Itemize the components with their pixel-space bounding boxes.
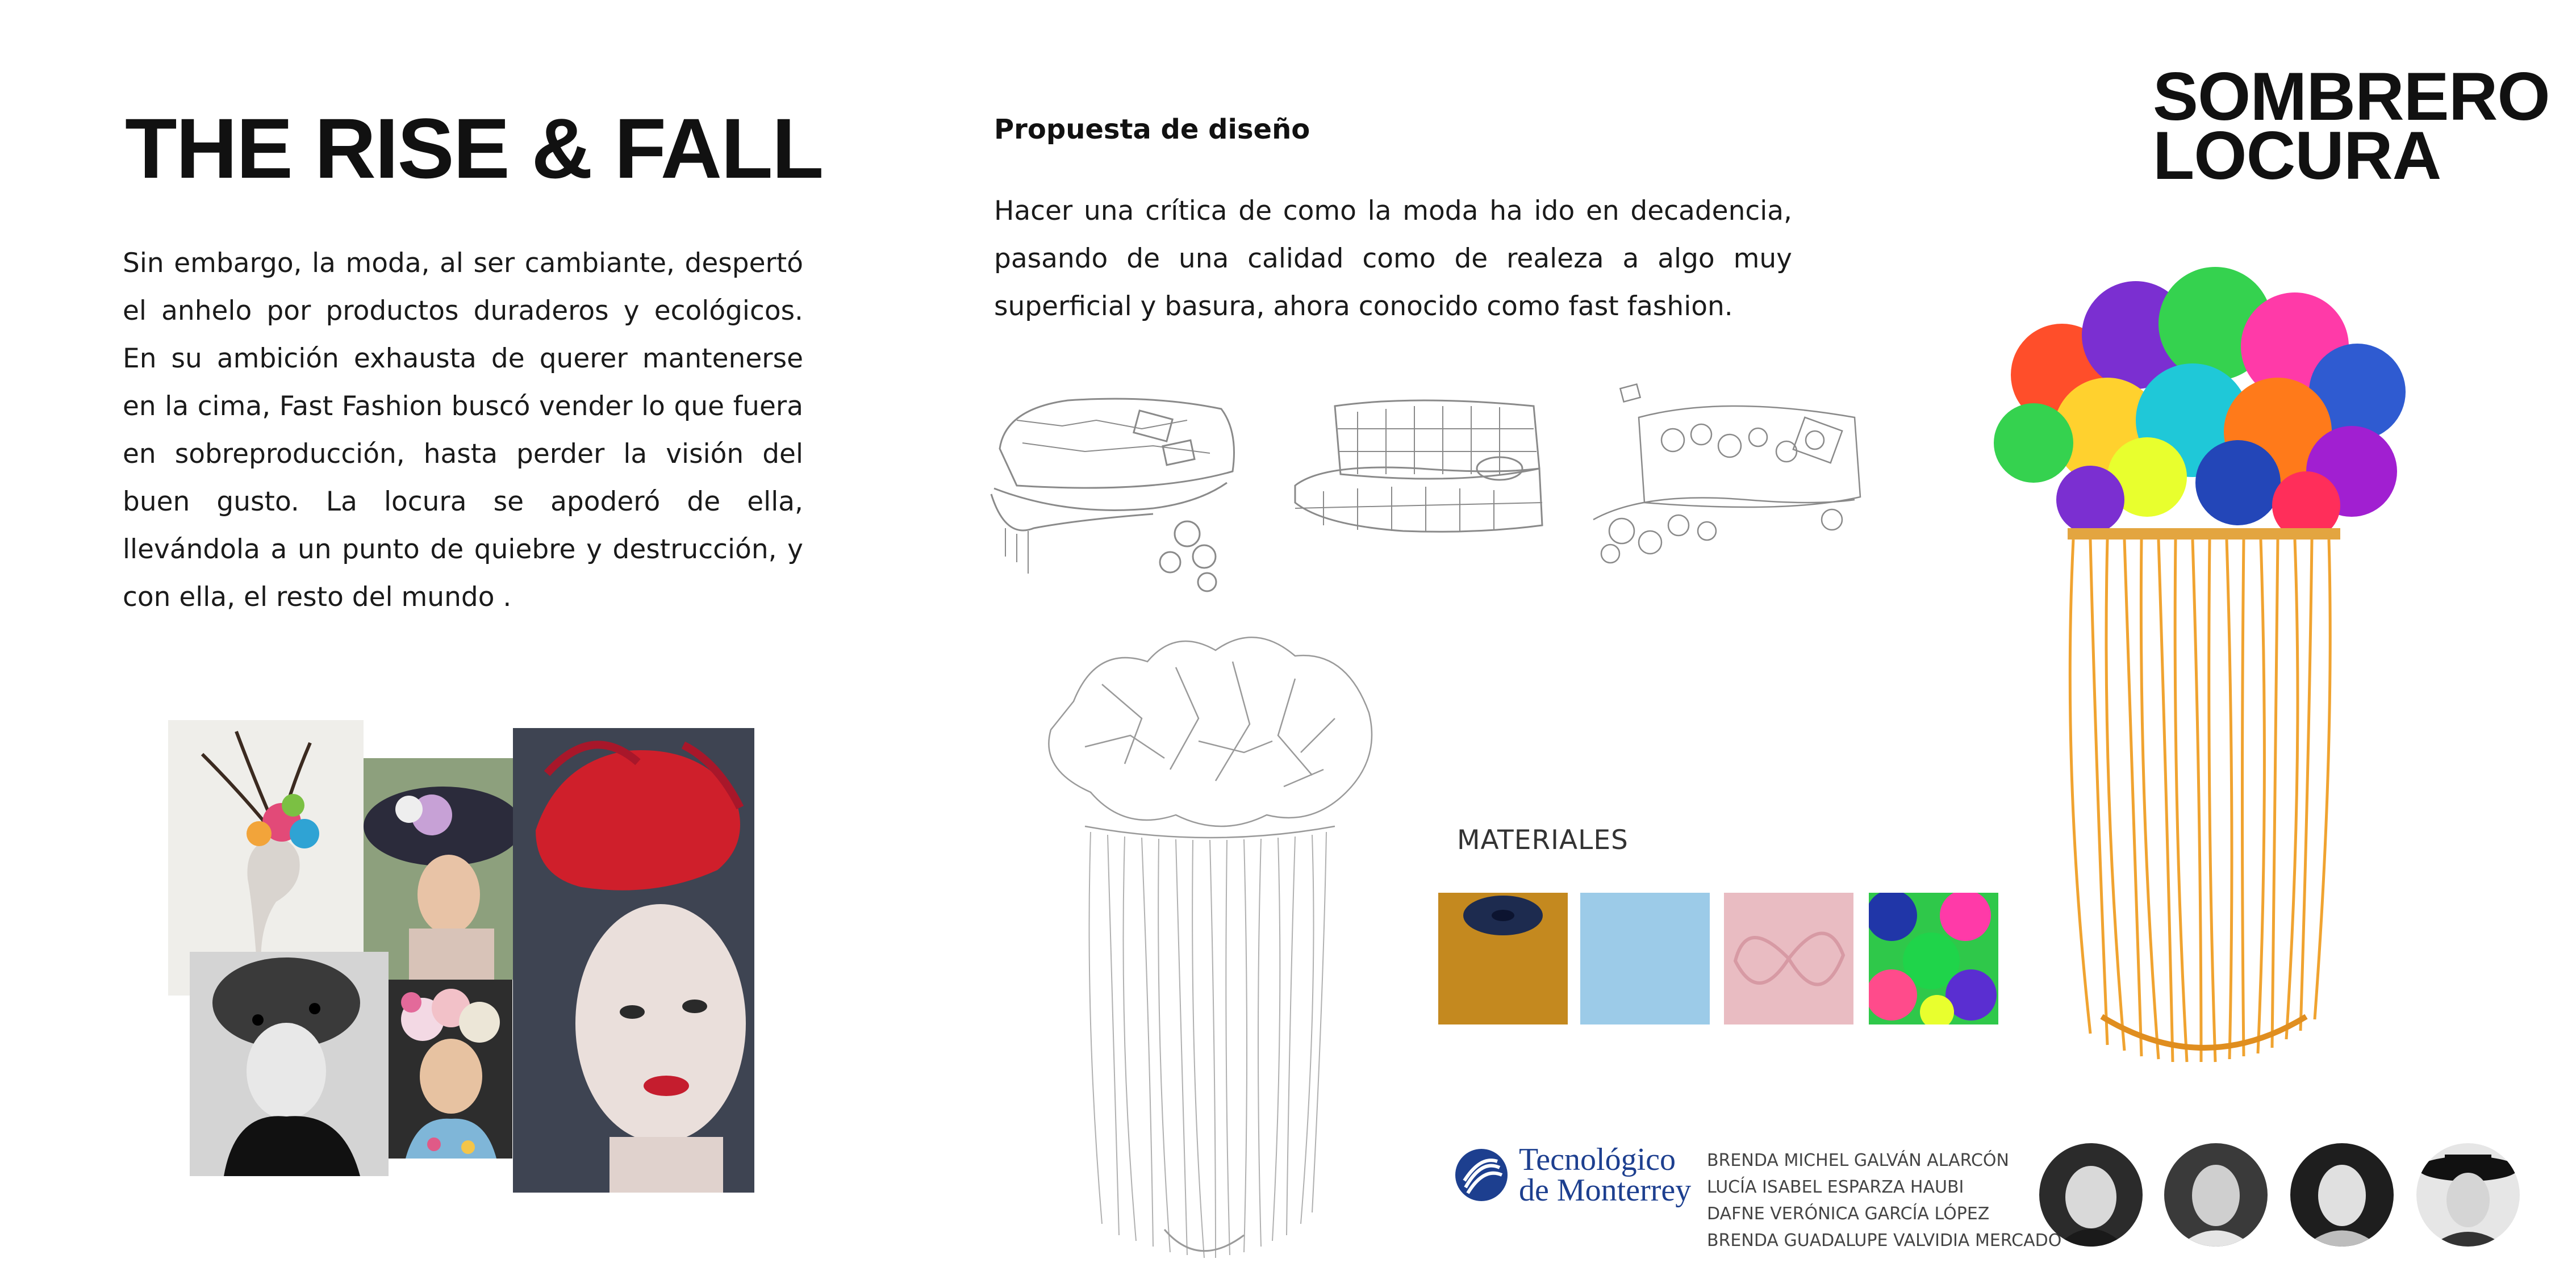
logo-line-1: Tecnológico: [1519, 1142, 1676, 1177]
collage-image-red-hat: [513, 728, 754, 1193]
finished-hat-photo: [1977, 261, 2443, 1068]
team-member-2: LUCÍA ISABEL ESPARZA HAUBI: [1707, 1177, 1964, 1197]
cap-sketch-3: [1588, 383, 1866, 565]
collage-image-veil-hat: [190, 952, 389, 1176]
team-member-3: DAFNE VERÓNICA GARCÍA LÓPEZ: [1707, 1204, 1990, 1224]
material-thread-spool: [1438, 893, 1568, 1024]
material-pink-tulle: [1724, 893, 1853, 1024]
material-colored-fabrics: [1869, 893, 1998, 1024]
team-member-1: BRENDA MICHEL GALVÁN ALARCÓN: [1707, 1151, 2009, 1170]
collage-image-garden-hat: [364, 758, 514, 980]
cap-sketch-1: [983, 386, 1244, 608]
tec-shield-icon: [1454, 1148, 1509, 1202]
tec-monterrey-logo: [1454, 1144, 1691, 1206]
material-blue-tulle: [1580, 893, 1710, 1024]
avatar: [2416, 1143, 2520, 1247]
proposal-heading: Propuesta de diseño: [994, 114, 1310, 145]
avatar: [2039, 1143, 2143, 1247]
logo-line-2: de Monterrey: [1519, 1173, 1692, 1208]
main-title: THE RISE & FALL: [125, 101, 823, 196]
proposal-text: Hacer una crítica de como la moda ha ido en decadencia, pasando de una calidad como de realeza a algo muy superficial y basura, ahora conocido como fast fashion.: [994, 195, 1792, 322]
avatar: [2164, 1143, 2268, 1247]
intro-paragraph: Sin embargo, la moda, al ser cambiante, despertó el anhelo por productos duraderos y ecológicos. En su ambición exhausta de querer mantenerse en la cima, Fast Fashion buscó vender lo que fuera en sobreproducción, hasta perder la visión del buen gusto. La locura se apoderó de ella, llevándola a un punto de quiebre y destrucción, y con ella, el resto del mundo .: [123, 248, 803, 613]
hat-sketch: [1028, 622, 1386, 1275]
collage-image-flower-crown: [389, 980, 512, 1159]
avatar: [2290, 1143, 2394, 1247]
hat-title-line-2: LOCURA: [2153, 118, 2441, 194]
materials-heading: MATERIALES: [1457, 825, 1629, 856]
team-members: [1707, 1147, 2061, 1254]
hat-title: [2153, 58, 2550, 194]
hat-title-line-1: SOMBRERO: [2153, 58, 2550, 135]
team-member-4: BRENDA GUADALUPE VALVIDIA MERCADO: [1707, 1231, 2062, 1251]
cap-sketch-2: [1289, 389, 1548, 548]
